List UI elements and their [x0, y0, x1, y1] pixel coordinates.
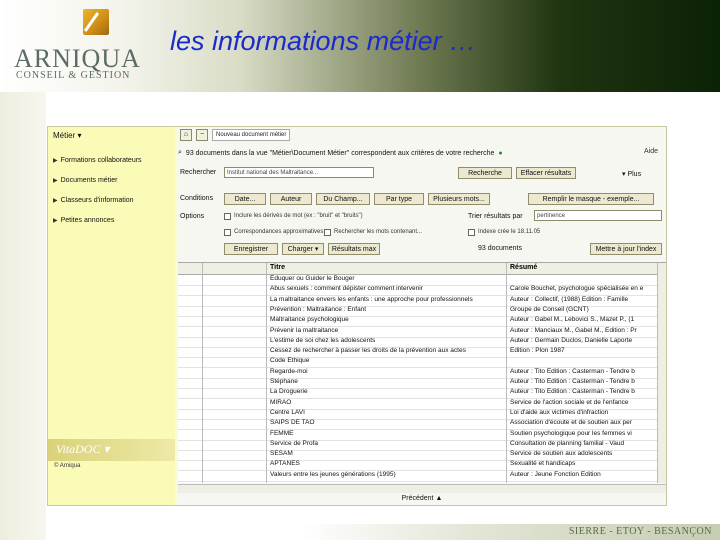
- column-divider: [506, 263, 507, 483]
- sidebar-item-label: Classeurs d'information: [60, 197, 134, 204]
- row-title: La Droguerie: [270, 388, 308, 396]
- results-text: 93 documents dans la vue "Métier\Document Métier" correspondent aux critères de votre recherche: [185, 149, 495, 157]
- stem-checkbox-label: Inclure les dérivés de mot (ex : "bruit" et "bruits"): [234, 213, 363, 219]
- minus-icon[interactable]: −: [196, 129, 208, 141]
- vertical-scrollbar[interactable]: [657, 263, 666, 483]
- previous-link[interactable]: Précédent ▲: [401, 495, 443, 502]
- sidebar-item-label: Petites annonces: [60, 217, 115, 224]
- fuzzy-checkbox-label: Correspondances approximatives: [234, 229, 324, 235]
- row-title: SESAM: [270, 450, 293, 458]
- index-checkbox[interactable]: [468, 229, 475, 236]
- document-count: 93 documents: [478, 245, 522, 252]
- row-summary: Carole Bouchet, psychologue spécialisée en e: [510, 285, 644, 293]
- row-summary: Auteur : Jeune Fonction Édition: [510, 470, 601, 478]
- row-summary: Service de soutien aux adolescents: [510, 450, 613, 458]
- row-title: Regarde-moi: [270, 367, 308, 375]
- row-summary: Auteur : Tito Édition : Casterman - Tendre b: [510, 378, 635, 385]
- sidebar-item-label: Formations collaborateurs: [60, 157, 142, 164]
- vitadoc-brand[interactable]: [48, 439, 175, 461]
- row-summary: Service de l'action sociale et de l'enfance: [510, 398, 629, 406]
- sidebar-item-classeurs[interactable]: [53, 197, 134, 204]
- field-condition-button[interactable]: Du Champ...: [316, 193, 370, 205]
- max-results-button[interactable]: Résultats max: [328, 243, 380, 255]
- slide-title: les informations métier …: [170, 26, 477, 56]
- row-title: Stéphane: [270, 378, 298, 385]
- row-title: L'estime de soi chez les adolescents: [270, 336, 376, 344]
- row-title: Centre LAVI: [270, 408, 305, 416]
- partial-words-checkbox-label: Rechercher les mots contenant...: [334, 229, 423, 235]
- row-summary: Sexualité et handicaps: [510, 460, 576, 468]
- row-title: FEMME: [270, 429, 294, 437]
- row-summary: Auteur : Tito Édition : Casterman - Tendre b: [510, 388, 635, 396]
- sidebar-item-label: Documents métier: [60, 177, 118, 184]
- more-options-link[interactable]: ▾ Plus: [622, 171, 642, 178]
- load-search-button[interactable]: Charger ▾: [282, 243, 324, 255]
- column-divider: [202, 263, 203, 483]
- row-summary: Loi d'aide aux victimes d'infraction: [510, 408, 609, 416]
- table-row[interactable]: [178, 471, 666, 482]
- row-title: La maltraitance envers les enfants : une approche pour professionnels: [270, 295, 473, 303]
- row-summary: Auteur : Tito Édition : Casterman - Tendre b: [510, 367, 635, 375]
- row-summary: Auteur : Manciaux M., Gabel M., Edition : Pr: [510, 326, 637, 334]
- search-label: Rechercher: [180, 169, 217, 176]
- results-bar: [178, 147, 666, 159]
- row-title: Abus sexuels : comment dépister comment intervenir: [270, 285, 423, 293]
- row-title: Éduquer ou Guider le Bouger: [270, 275, 355, 282]
- stem-checkbox[interactable]: [224, 213, 231, 220]
- logo-icon: [83, 9, 109, 35]
- sidebar-item-formations[interactable]: [53, 157, 142, 164]
- app-screenshot: [47, 126, 667, 506]
- column-divider: [266, 263, 267, 483]
- column-header-title[interactable]: Titre: [270, 264, 286, 271]
- footer-locations: SIERRE - ETOY - BESANÇON: [568, 526, 712, 537]
- search-input[interactable]: Institut national des Maltraitance...: [224, 167, 374, 178]
- slide-left-band: [0, 92, 46, 540]
- row-title: Valeurs entre les jeunes générations (1995): [270, 470, 396, 478]
- search-button[interactable]: Recherche: [458, 167, 512, 179]
- sidebar-item-annonces[interactable]: [53, 217, 114, 224]
- vitadoc-label: VitaDOC ▾: [56, 442, 110, 456]
- horizontal-scrollbar[interactable]: [178, 484, 666, 493]
- search-icon: ⌕: [178, 149, 182, 156]
- status-indicator-icon: ●: [498, 149, 503, 157]
- sidebar: [48, 127, 175, 505]
- options-label: Options: [180, 213, 205, 220]
- toolbar: [178, 128, 668, 142]
- author-condition-button[interactable]: Auteur: [270, 193, 312, 205]
- clear-results-button[interactable]: Effacer résultats: [516, 167, 576, 179]
- row-summary: Edition : Plon 1987: [510, 347, 565, 355]
- row-title: Maltraitance psychologique: [270, 316, 349, 324]
- row-summary: Auteur : Collectif, (1988) Edition : Famille: [510, 295, 629, 303]
- row-title: APTANES: [270, 460, 300, 468]
- triangle-icon: ▶: [53, 218, 58, 224]
- sidebar-item-documents[interactable]: [53, 177, 117, 184]
- conditions-label: Conditions: [180, 195, 214, 202]
- triangle-icon: ▶: [53, 178, 58, 184]
- triangle-icon: ▶: [53, 198, 58, 204]
- row-title: SAIPS DE TAO: [270, 419, 315, 427]
- example-mask-button[interactable]: Remplir le masque - exemple...: [528, 193, 654, 205]
- save-search-button[interactable]: Enregistrer: [224, 243, 278, 255]
- row-title: Code Éthique: [270, 357, 310, 365]
- copyright: © Arniqua: [54, 463, 81, 469]
- words-condition-button[interactable]: Plusieurs mots...: [428, 193, 490, 205]
- row-summary: Soutien psychologique pour les femmes vi: [510, 429, 632, 437]
- fuzzy-checkbox[interactable]: [224, 229, 231, 236]
- partial-words-checkbox[interactable]: [324, 229, 331, 236]
- type-condition-button[interactable]: Par type: [374, 193, 424, 205]
- table-header: [178, 263, 666, 275]
- row-summary: Groupe de Conseil (GCNT): [510, 305, 589, 313]
- date-condition-button[interactable]: Date...: [224, 193, 266, 205]
- row-title: Prévention : Maltraitance : Enfant: [270, 305, 367, 313]
- sort-label: Trier résultats par: [468, 213, 523, 220]
- row-summary: Consultation de planning familial - Vaud: [510, 439, 625, 447]
- main-panel: [178, 127, 666, 505]
- home-icon[interactable]: ⌂: [180, 129, 192, 141]
- column-header-summary[interactable]: Résumé: [510, 264, 538, 271]
- sort-select[interactable]: pertinence: [534, 210, 662, 221]
- update-index-button[interactable]: Mettre à jour l'index: [590, 243, 662, 255]
- row-summary: Association d'écoute et de soutien aux per: [510, 419, 632, 427]
- new-document-tab[interactable]: Nouveau document métier: [212, 129, 290, 141]
- triangle-icon: ▶: [53, 158, 58, 164]
- row-summary: Auteur : Gabel M., Lebovici S., Mazet P., (1: [510, 316, 635, 324]
- index-checkbox-label: Indexe crée le 18.11.05: [478, 229, 541, 235]
- logo-name: ARNIQUA: [14, 44, 141, 73]
- row-title: Service de Profa: [270, 439, 319, 447]
- sidebar-header[interactable]: Métier ▾: [53, 131, 82, 140]
- row-title: Prévenir la maltraitance: [270, 326, 339, 334]
- help-link[interactable]: Aide: [643, 148, 658, 155]
- results-table: [178, 262, 666, 483]
- row-title: Cessez de rechercher à passer les droits de la prévention aux actes: [270, 347, 466, 355]
- row-summary: Auteur : Germain Duclos, Danielle Laporte: [510, 336, 633, 344]
- logo-subtitle: CONSEIL & GESTION: [16, 70, 131, 81]
- row-title: MIRAO: [270, 398, 292, 406]
